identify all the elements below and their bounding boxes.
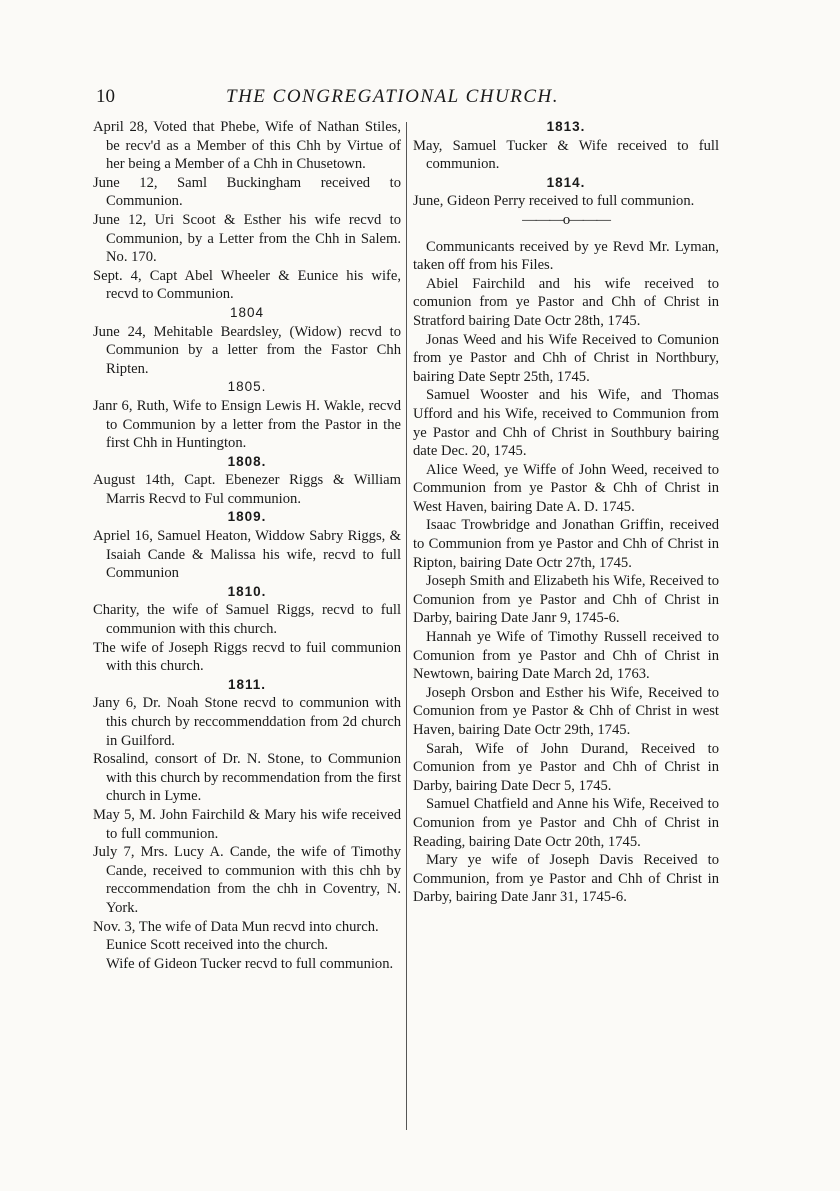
section-intro: Communicants received by ye Revd Mr. Lyman, taken off from his Files. xyxy=(413,238,719,274)
page-header xyxy=(96,86,716,110)
record-entry: Isaac Trowbridge and Jonathan Griffin, received to Communion from ye Pastor and Chh of Christ in Ripton, bairing Date Octr 27th, 1745. xyxy=(413,517,719,571)
year-heading: 1810. xyxy=(227,583,267,599)
record-entry: Sept. 4, Capt Abel Wheeler & Eunice his wife, recvd to Communion. xyxy=(93,267,401,303)
year-heading: 1809. xyxy=(227,509,267,525)
record-entry: May 5, M. John Fairchild & Mary his wife received to full communion. xyxy=(93,806,401,842)
section-divider: ———o——— xyxy=(522,211,610,228)
record-entry: Samuel Chatfield and Anne his Wife, Received to Comunion from ye Pastor and Chh of Christ in Reading, bairing Date Octr 20th, 1745. xyxy=(413,796,719,850)
record-entry: Rosalind, consort of Dr. N. Stone, to Communion with this church by recommendation from the first church in Lyme. xyxy=(93,751,401,805)
record-entry: Hannah ye Wife of Timothy Russell received to Comunion from ye Pastor and Chh of Christ in Newtown, bairing Date March 2d, 1763. xyxy=(413,629,719,683)
record-entry: Alice Weed, ye Wiffe of John Weed, received to Communion from ye Pastor & Chh of Christ in West Haven, bairing Date A. D. 1745. xyxy=(413,461,719,515)
record-entry: The wife of Joseph Riggs recvd to fuil communion with this church. xyxy=(93,639,401,675)
column-rule xyxy=(406,122,407,1130)
record-entry: June 12, Uri Scoot & Esther his wife recvd to Communion, by a Letter from the Chh in Salem. No. 170. xyxy=(93,211,401,266)
record-entry: Samuel Wooster and his Wife, and Thomas Ufford and his Wife, received to Communion from ye Pastor and Chh of Christ in Southbury bairing date Dec. 20, 1745. xyxy=(413,387,719,460)
record-entry: Eunice Scott received into the church. xyxy=(106,937,329,954)
record-entry: August 14th, Capt. Ebenezer Riggs & William Marris Recvd to Ful communion. xyxy=(93,472,401,507)
record-entry: Joseph Smith and Elizabeth his Wife, Received to Comunion from ye Pastor and Chh of Christ in Darby, bairing Date Janr 9, 1745-6. xyxy=(413,573,719,627)
record-entry: Jonas Weed and his Wife Received to Comunion from ye Pastor and Chh of Christ in Northbury, bairing Date Septr 25th, 1745. xyxy=(413,331,719,385)
record-entry: Apriel 16, Samuel Heaton, Widdow Sabry Riggs, & Isaiah Cande & Malissa his wife, recvd to full Communion xyxy=(93,528,401,582)
year-heading: 1814. xyxy=(546,174,586,190)
year-heading: 1811. xyxy=(227,676,267,692)
record-entry: June 12, Saml Buckingham received to Communion. xyxy=(93,174,401,210)
year-heading: 1805. xyxy=(227,379,267,395)
page-number: 10 xyxy=(96,86,115,107)
record-entry: Wife of Gideon Tucker recvd to full communion. xyxy=(106,955,394,972)
record-entry: Janr 6, Ruth, Wife to Ensign Lewis H. Wakle, recvd to Communion by a letter from the Pastor in the first Chh in Huntington. xyxy=(93,397,401,452)
right-column xyxy=(413,118,719,907)
record-entry: July 7, Mrs. Lucy A. Cande, the wife of Timothy Cande, received to communion with this chh by reccommendation from the chh in Coventry, N. York. xyxy=(93,844,401,916)
record-entry: Mary ye wife of Joseph Davis Received to Communion, from ye Pastor and Chh of Christ in Darby, bairing Date Janr 31, 1745-6. xyxy=(413,852,719,906)
record-entry: Charity, the wife of Samuel Riggs, recvd to full communion with this church. xyxy=(93,602,401,638)
record-entry: May, Samuel Tucker & Wife received to full communion. xyxy=(413,137,719,173)
record-entry: Jany 6, Dr. Noah Stone recvd to communion with this church by reccommenddation from 2d church in Guilford. xyxy=(93,695,401,749)
record-entry: Joseph Orsbon and Esther his Wife, Received to Comunion from ye Pastor & Chh of Christ in west Haven, bairing Date Octr 29th, 1745. xyxy=(413,684,719,738)
running-title: THE CONGREGATIONAL CHURCH. xyxy=(226,86,559,107)
record-entry: June 24, Mehitable Beardsley, (Widow) recvd to Communion by a letter from the Fastor Chh Ripten. xyxy=(93,323,401,377)
left-column xyxy=(93,118,401,973)
record-entry: Sarah, Wife of John Durand, Received to Comunion from ye Pastor and Chh of Christ in Darby, bairing Date Decr 5, 1745. xyxy=(413,740,719,794)
spacer xyxy=(413,230,719,238)
record-entry: Nov. 3, The wife of Data Mun recvd into church. xyxy=(93,918,379,935)
record-entry: April 28, Voted that Phebe, Wife of Nathan Stiles, be recv'd as a Member of this Chh by Virtue of her being a Member of a Chh in Chusetown. xyxy=(93,119,401,173)
year-heading: 1808. xyxy=(227,453,267,469)
record-entry: June, Gideon Perry received to full communion. xyxy=(413,193,695,210)
year-heading: 1813. xyxy=(546,119,586,134)
year-heading: 1804 xyxy=(229,304,265,320)
record-entry: Abiel Fairchild and his wife received to comunion from ye Pastor and Chh of Christ in Stratford bairing Date Octr 28th, 1745. xyxy=(413,275,719,329)
